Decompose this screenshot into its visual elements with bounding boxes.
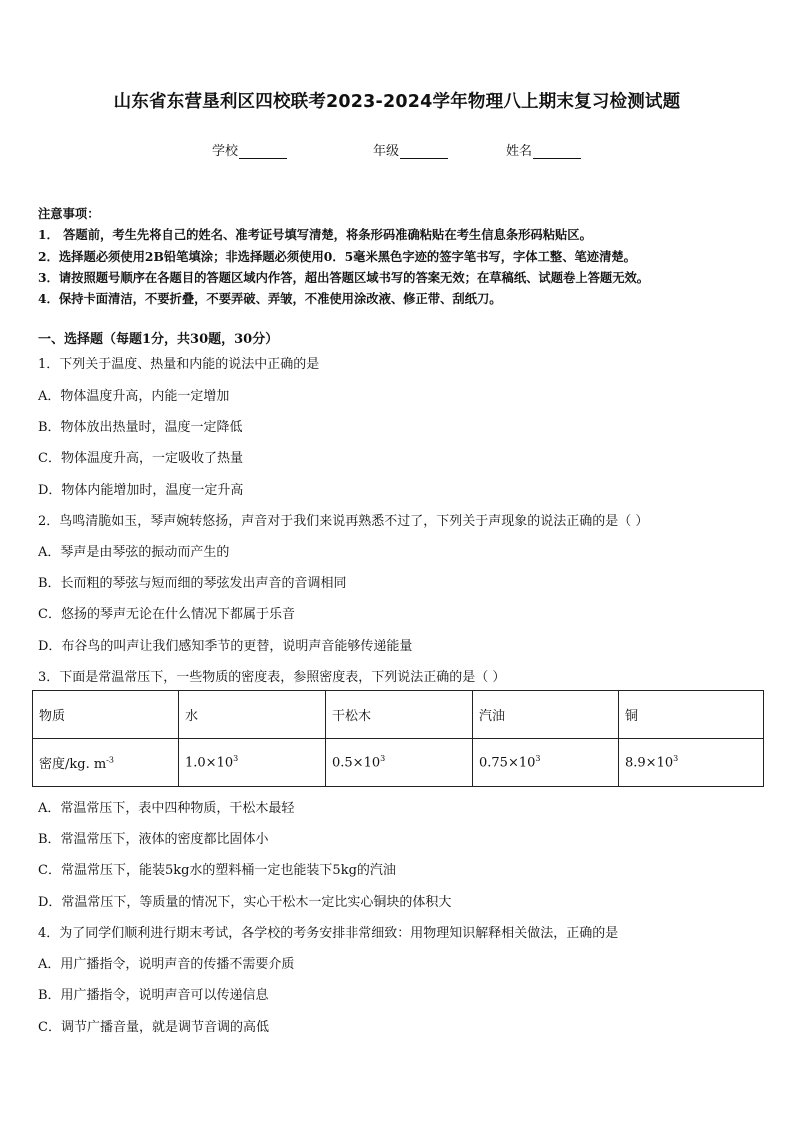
- cell-base: 0.5×10: [332, 755, 381, 771]
- cell-exponent: 3: [233, 754, 239, 764]
- question-option: A．琴声是由琴弦的振动而产生的: [38, 545, 230, 560]
- name-blank[interactable]: [533, 144, 581, 159]
- table-header-cell: 水: [179, 691, 326, 739]
- table-cell: [619, 739, 764, 787]
- question-option: B．物体放出热量时，温度一定降低: [38, 420, 243, 435]
- cell-exponent: 3: [535, 754, 541, 764]
- question-stem: 1．下列关于温度、热量和内能的说法中正确的是: [38, 357, 320, 372]
- question-option: C．物体温度升高，一定吸收了热量: [38, 451, 243, 466]
- question-option: B．常温常压下，液体的密度都比固体小: [38, 832, 269, 847]
- grade-field: [373, 140, 448, 159]
- table-row-label: [33, 739, 179, 787]
- table-cell: [326, 739, 473, 787]
- question-stem: 4．为了同学们顺利进行期末考试，各学校的考务安排非常细致：用物理知识解释相关做法，正确的是: [38, 926, 619, 941]
- table-cell: [473, 739, 619, 787]
- notice-item: 4．保持卡面清洁，不要折叠，不要弄破、弄皱，不准使用涂改液、修正带、刮纸刀。: [38, 291, 502, 307]
- cell-base: 1.0×10: [185, 755, 234, 771]
- table-row: [33, 691, 764, 739]
- cell-exponent: 3: [673, 754, 679, 764]
- exam-title: 山东省东营垦利区四校联考2023-2024学年物理八上期末复习检测试题: [113, 92, 681, 112]
- question-option: C．常温常压下，能装5kg水的塑料桶一定也能装下5kg的汽油: [38, 863, 396, 878]
- cell-exponent: 3: [380, 754, 386, 764]
- question-option: B．长而粗的琴弦与短而细的琴弦发出声音的音调相同: [38, 576, 347, 591]
- name-field: [506, 140, 581, 159]
- cell-base: 8.9×10: [625, 755, 674, 771]
- school-field: [212, 140, 287, 159]
- table-header-cell: 汽油: [473, 691, 619, 739]
- grade-blank[interactable]: [400, 144, 448, 159]
- question-option: D．常温常压下，等质量的情况下，实心干松木一定比实心铜块的体积大: [38, 895, 452, 910]
- notice-item: 2．选择题必须使用2B铅笔填涂；非选择题必须使用0．5毫米黑色字迹的签字笔书写，字体工整、笔迹清楚。: [38, 248, 636, 264]
- question-stem: 2．鸟鸣清脆如玉，琴声婉转悠扬，声音对于我们来说再熟悉不过了，下列关于声现象的说法正确的是（ ）: [38, 514, 649, 529]
- notice-block: [38, 203, 758, 309]
- cell-base: 0.75×10: [479, 755, 536, 771]
- question-option: C．悠扬的琴声无论在什么情况下都属于乐音: [38, 607, 295, 622]
- table-header-cell: 干松木: [326, 691, 473, 739]
- question-option: D．物体内能增加时，温度一定升高: [38, 483, 244, 498]
- section-title: 一、选择题（每题1分，共30题，30分）: [38, 332, 279, 347]
- question-stem: 3．下面是常温常压下，一些物质的密度表，参照密度表，下列说法正确的是（ ）: [38, 670, 506, 685]
- table-row: [33, 739, 764, 787]
- row-label-text: 密度/kg. m: [39, 757, 107, 772]
- table-header-cell: 物质: [33, 691, 179, 739]
- notice-heading: 注意事项：: [38, 206, 100, 221]
- row-label-exponent: -3: [106, 755, 114, 765]
- school-label: 学校: [212, 144, 239, 159]
- question-option: B．用广播指令，说明声音可以传递信息: [38, 988, 269, 1003]
- question-option: A．物体温度升高，内能一定增加: [38, 389, 230, 404]
- question-option: D．布谷鸟的叫声让我们感知季节的更替，说明声音能够传递能量: [38, 639, 413, 654]
- grade-label: 年级: [373, 144, 400, 159]
- density-table: [32, 690, 764, 787]
- question-option: C．调节广播音量，就是调节音调的高低: [38, 1020, 269, 1035]
- notice-item: 3．请按照题号顺序在各题目的答题区域内作答，超出答题区域书写的答案无效；在草稿纸、试题卷上答题无效。: [38, 269, 650, 285]
- notice-item: 1． 答题前，考生先将自己的姓名、准考证号填写清楚，将条形码准确粘贴在考生信息条形码粘贴区。: [38, 227, 592, 243]
- table-cell: [179, 739, 326, 787]
- question-option: A．用广播指令，说明声音的传播不需要介质: [38, 957, 295, 972]
- name-label: 姓名: [506, 144, 533, 159]
- school-blank[interactable]: [239, 144, 287, 159]
- table-header-cell: 铜: [619, 691, 764, 739]
- question-option: A．常温常压下，表中四种物质，干松木最轻: [38, 801, 295, 816]
